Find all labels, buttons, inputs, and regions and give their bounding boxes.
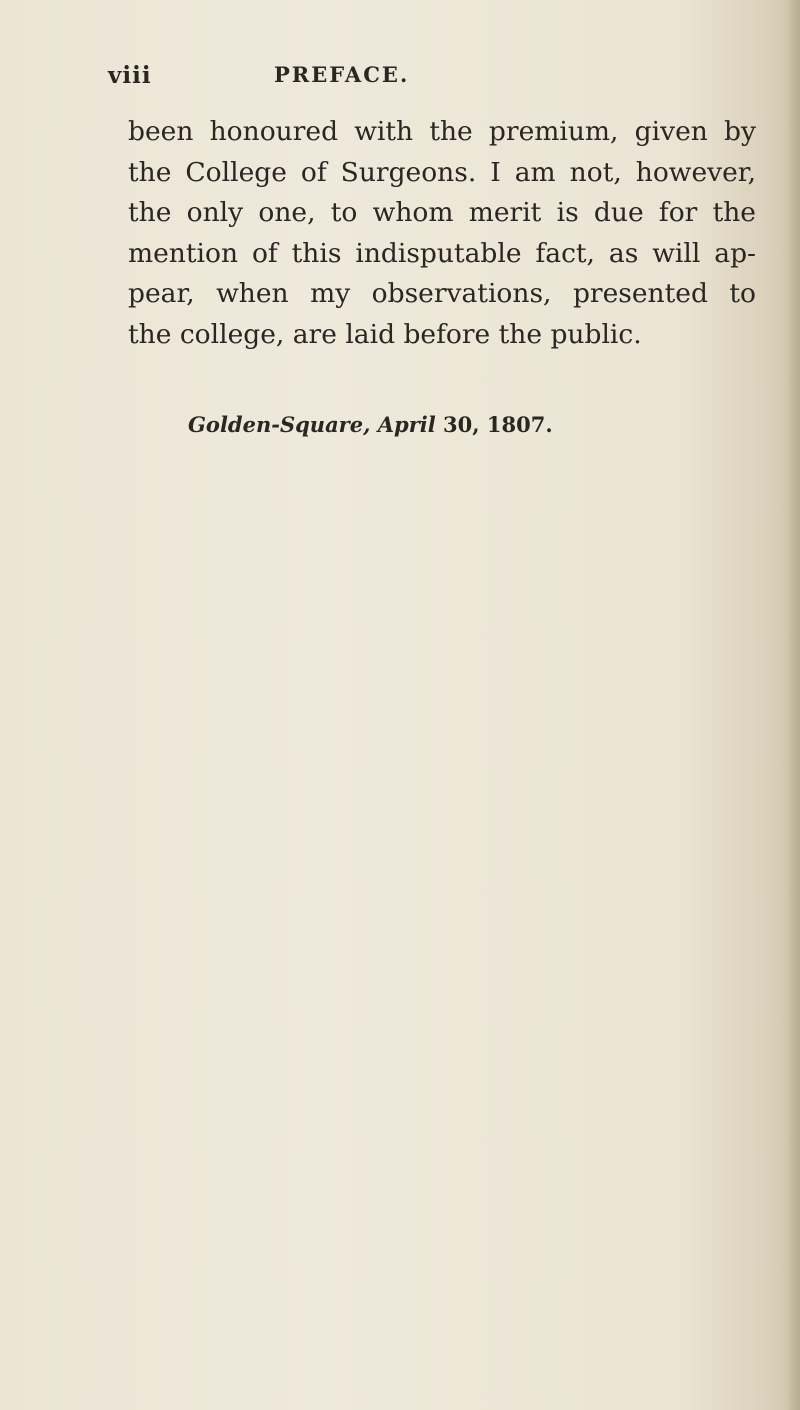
body-line-2: the College of Surgeons. I am not, however, [128,156,756,188]
page-number: viii [108,62,152,89]
body-text [128,112,768,355]
body-line-4: mention of this indisputable fact, as will ap- [128,237,756,269]
body-line-1: been honoured with the premium, given by [128,116,756,147]
running-title: PREFACE. [274,62,410,87]
dateline [188,412,553,437]
page-edge-shadow [786,0,800,1410]
dateline-day-year: 30, 1807. [443,412,553,437]
dateline-month: April [377,412,436,437]
body-line-5: pear, when my observations, presented to [128,278,756,309]
body-line-6: the college, are laid before the public. [128,318,642,350]
dateline-place: Golden-Square, [188,412,371,437]
running-head [108,62,708,102]
body-line-3: the only one, to whom merit is due for the [128,197,756,228]
